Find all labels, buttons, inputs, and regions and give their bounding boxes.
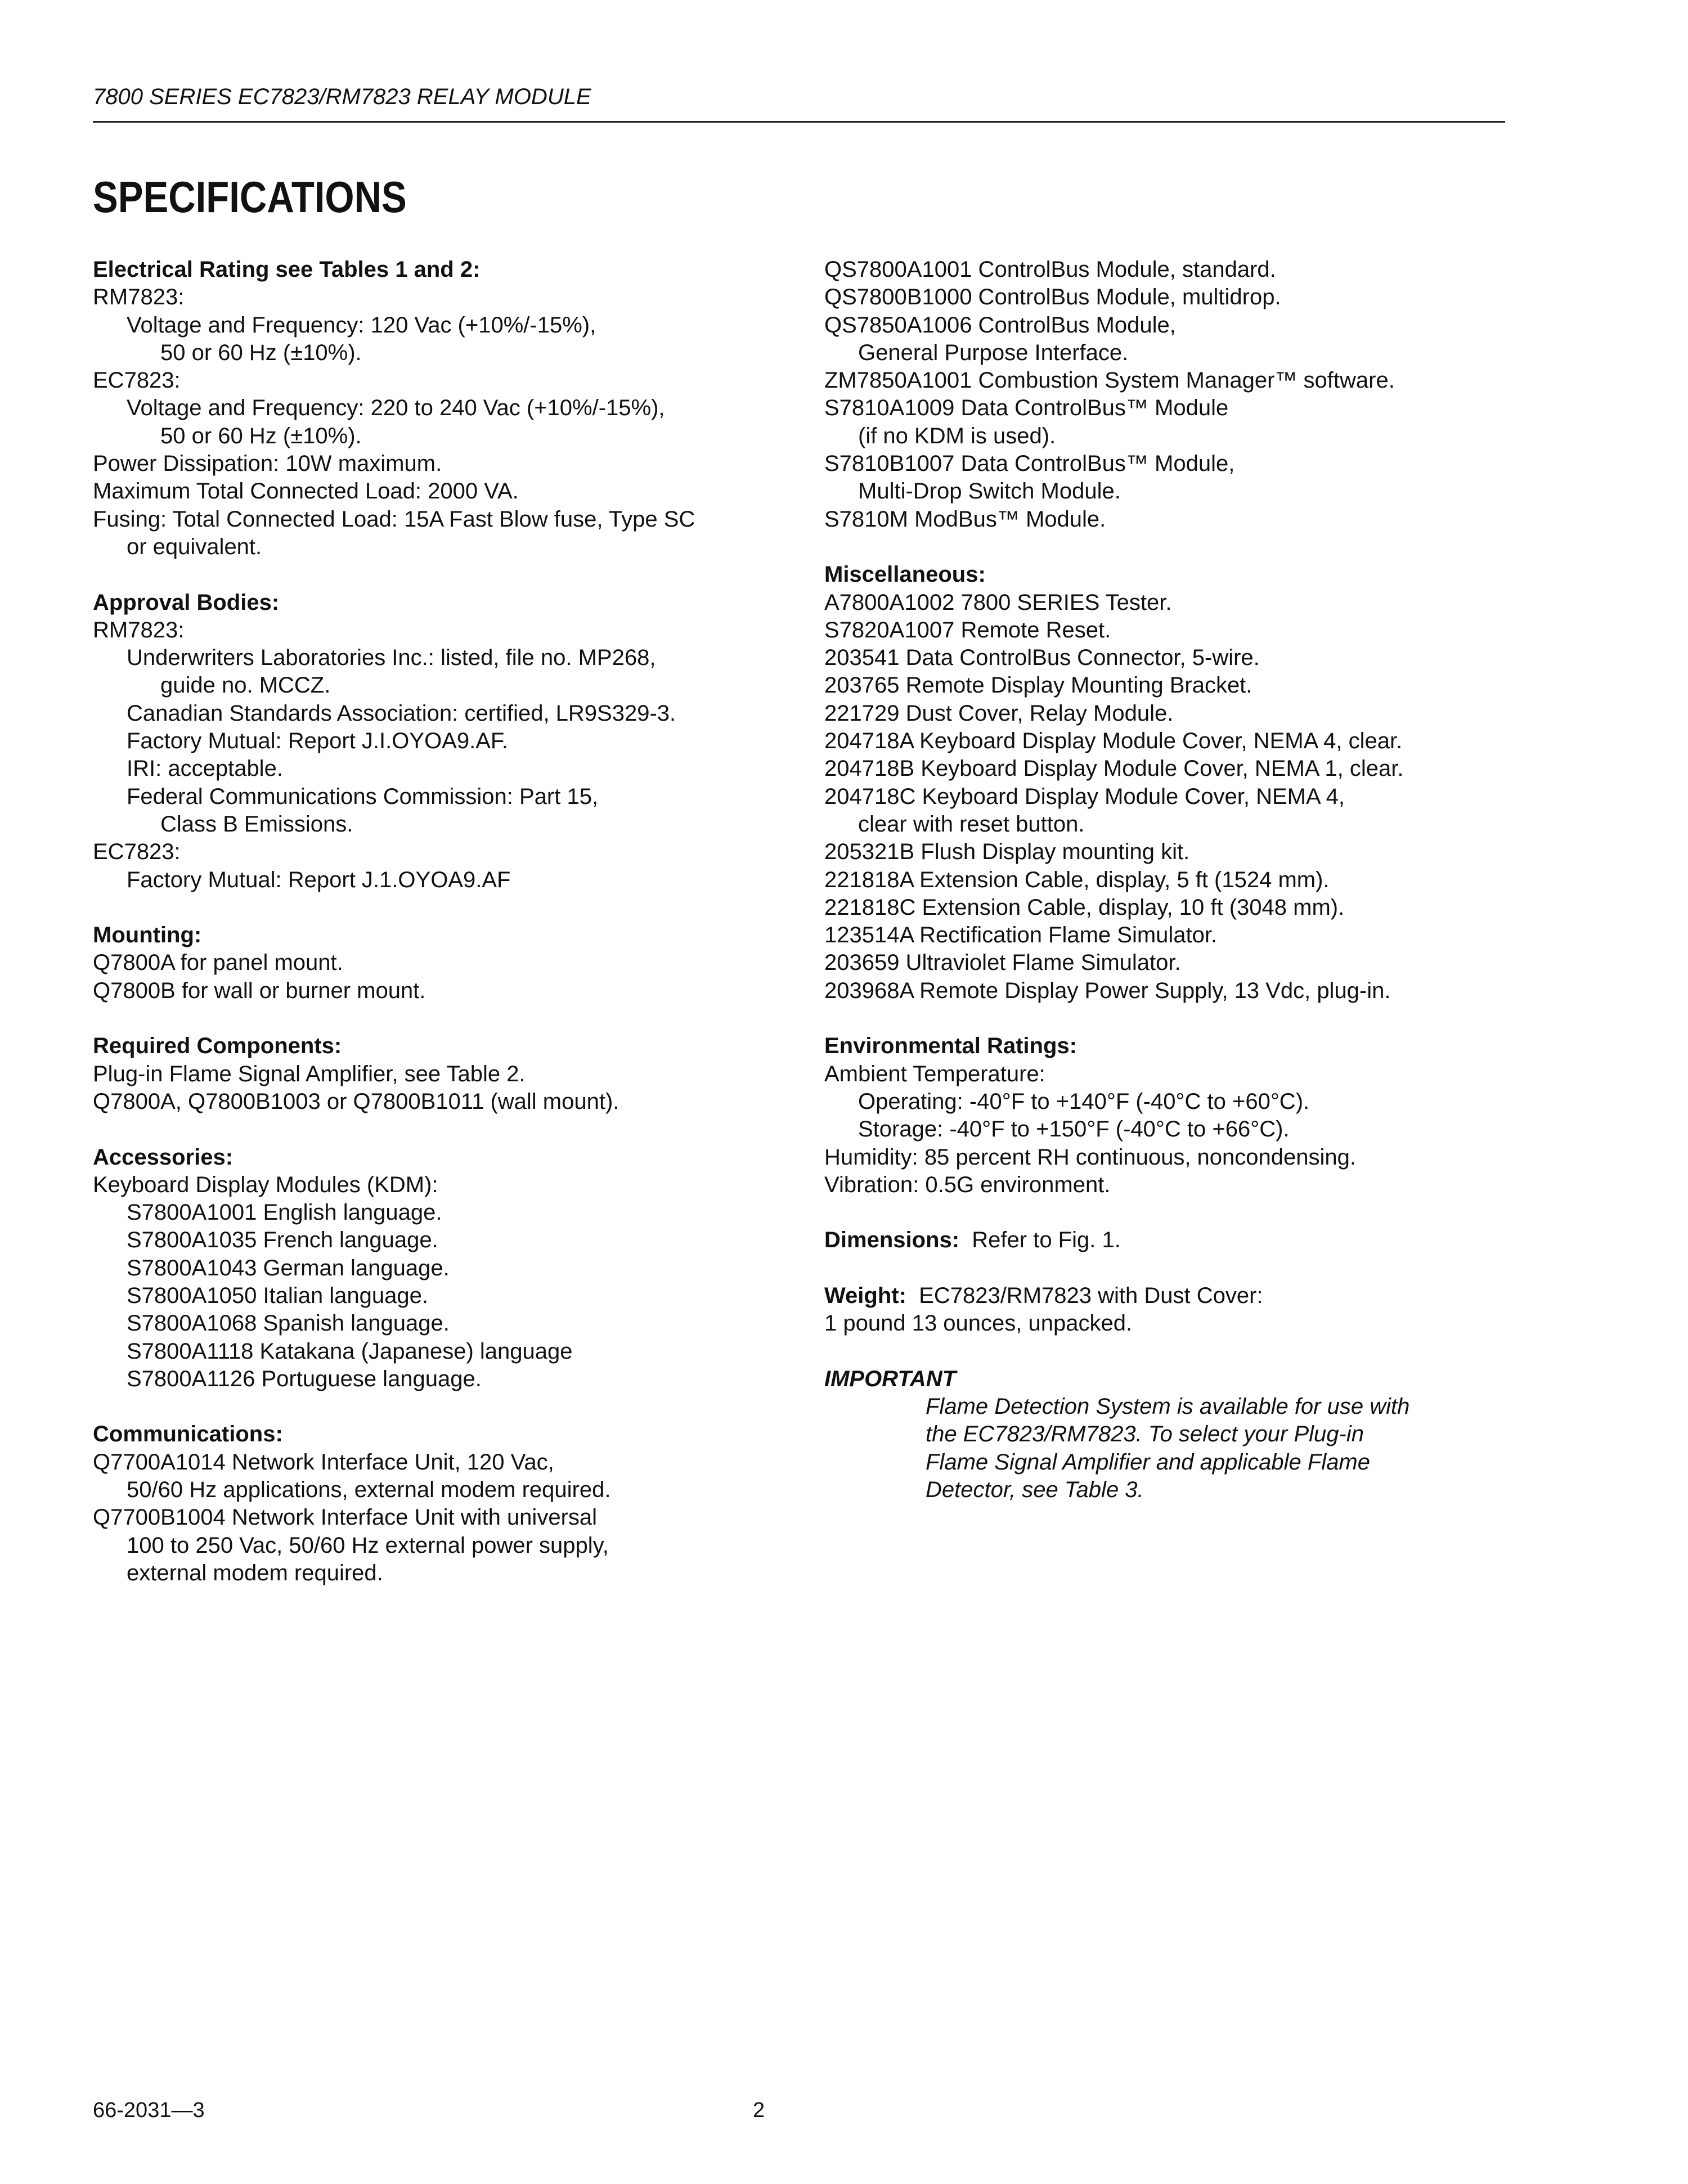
controlbus-section <box>824 256 1516 533</box>
spec-line: EC7823: <box>93 839 181 865</box>
spec-line: 221818A Extension Cable, display, 5 ft (1524 mm). <box>824 867 1330 892</box>
spec-line: 204718C Keyboard Display Module Cover, NEMA 4, <box>824 784 1345 809</box>
spec-line: 123514A Rectification Flame Simulator. <box>824 923 1218 948</box>
spec-line: Multi-Drop Switch Module. <box>858 479 1121 504</box>
spec-line: Q7700B1004 Network Interface Unit with universal <box>93 1505 598 1530</box>
spec-line: S7800A1126 Portuguese language. <box>127 1366 482 1391</box>
spec-line: S7800A1118 Katakana (Japanese) language <box>127 1338 573 1364</box>
spec-line: Class B Emissions. <box>160 811 353 837</box>
right-column <box>824 256 1516 1504</box>
spec-line: (if no KDM is used). <box>858 423 1056 448</box>
spec-line: S7800A1043 German language. <box>127 1255 450 1280</box>
mounting-section <box>93 922 830 1005</box>
accessories-section <box>93 1144 830 1394</box>
spec-line: Q7800B for wall or burner mount. <box>93 978 426 1003</box>
spec-line: Power Dissipation: 10W maximum. <box>93 451 442 477</box>
section-heading: Communications: <box>93 1422 283 1447</box>
left-column <box>93 256 830 1587</box>
spec-line: QS7850A1006 ControlBus Module, <box>824 312 1176 338</box>
weight-label: Weight: <box>824 1283 906 1308</box>
running-header: 7800 SERIES EC7823/RM7823 RELAY MODULE <box>93 84 591 109</box>
spec-line: 50/60 Hz applications, external modem required. <box>127 1477 611 1503</box>
important-note <box>824 1365 1516 1504</box>
environmental-ratings-section <box>824 1032 1516 1199</box>
approval-bodies-section <box>93 589 830 894</box>
section-heading: Environmental Ratings: <box>824 1033 1077 1059</box>
footer-doc-number: 66-2031—3 <box>93 2098 205 2122</box>
spec-line: Plug-in Flame Signal Amplifier, see Table 2. <box>93 1061 526 1086</box>
communications-section <box>93 1421 830 1587</box>
spec-line: Q7700A1014 Network Interface Unit, 120 Vac, <box>93 1449 554 1475</box>
spec-line: external modem required. <box>127 1560 383 1585</box>
spec-line: 203968A Remote Display Power Supply, 13 Vdc, plug-in. <box>824 978 1391 1003</box>
spec-line: Maximum Total Connected Load: 2000 VA. <box>93 479 519 504</box>
important-line: Flame Detection System is available for use with <box>926 1394 1410 1419</box>
miscellaneous-section <box>824 561 1516 1005</box>
spec-line <box>824 1226 1516 1254</box>
spec-line: 50 or 60 Hz (±10%). <box>160 340 362 365</box>
spec-line: S7800A1001 English language. <box>127 1200 442 1225</box>
spec-line: S7800A1050 Italian language. <box>127 1283 429 1308</box>
spec-line: Operating: -40°F to +140°F (-40°C to +60°C). <box>858 1089 1310 1114</box>
spec-line: EC7823: <box>93 368 181 393</box>
spec-line: QS7800A1001 ControlBus Module, standard. <box>824 257 1276 282</box>
dimensions-label: Dimensions: <box>824 1228 960 1253</box>
electrical-rating-section <box>93 256 830 561</box>
spec-line: guide no. MCCZ. <box>160 673 331 698</box>
spec-line: Ambient Temperature: <box>824 1061 1045 1086</box>
page-title: SPECIFICATIONS <box>93 172 407 222</box>
spec-line: 203541 Data ControlBus Connector, 5-wire. <box>824 645 1260 671</box>
spec-line: 204718A Keyboard Display Module Cover, NEMA 4, clear. <box>824 729 1403 754</box>
spec-line: ZM7850A1001 Combustion System Manager™ software. <box>824 368 1395 393</box>
spec-line: Storage: -40°F to +150°F (-40°C to +66°C). <box>858 1117 1290 1142</box>
spec-line: 205321B Flush Display mounting kit. <box>824 839 1190 865</box>
spec-line: or equivalent. <box>127 534 262 559</box>
spec-line: S7800A1068 Spanish language. <box>127 1311 450 1336</box>
important-line: Detector, see Table 3. <box>926 1477 1144 1503</box>
footer-page-number: 2 <box>753 2098 765 2122</box>
spec-line: S7810M ModBus™ Module. <box>824 506 1106 532</box>
header-rule <box>93 121 1505 123</box>
spec-line: Keyboard Display Modules (KDM): <box>93 1172 438 1197</box>
section-heading: Electrical Rating see Tables 1 and 2: <box>93 257 481 282</box>
section-heading: Required Components: <box>93 1033 342 1059</box>
spec-line: Vibration: 0.5G environment. <box>824 1172 1111 1197</box>
spec-line: Voltage and Frequency: 220 to 240 Vac (+10%/-15%), <box>127 396 665 421</box>
spec-line: 221729 Dust Cover, Relay Module. <box>824 700 1174 726</box>
important-label: IMPORTANT <box>824 1366 957 1391</box>
spec-line: Canadian Standards Association: certified, LR9S329-3. <box>127 700 676 726</box>
spec-line: Factory Mutual: Report J.I.OYOA9.AF. <box>127 729 509 754</box>
spec-line: S7810B1007 Data ControlBus™ Module, <box>824 451 1235 477</box>
dimensions-section <box>824 1226 1516 1254</box>
section-heading: Mounting: <box>93 923 202 948</box>
dimensions-text: Refer to Fig. 1. <box>972 1228 1121 1253</box>
spec-line: Voltage and Frequency: 120 Vac (+10%/-15%), <box>127 312 596 338</box>
spec-line: S7810A1009 Data ControlBus™ Module <box>824 396 1229 421</box>
section-heading: Approval Bodies: <box>93 590 280 615</box>
spec-line: 100 to 250 Vac, 50/60 Hz external power supply, <box>127 1533 609 1558</box>
important-line: the EC7823/RM7823. To select your Plug-in <box>926 1422 1364 1447</box>
spec-line: Fusing: Total Connected Load: 15A Fast Blow fuse, Type SC <box>93 506 695 532</box>
spec-line: 221818C Extension Cable, display, 10 ft (3048 mm). <box>824 895 1345 920</box>
spec-line: Q7800A, Q7800B1003 or Q7800B1011 (wall mount). <box>93 1089 619 1114</box>
spec-line: 204718B Keyboard Display Module Cover, NEMA 1, clear. <box>824 756 1404 781</box>
weight-section <box>824 1282 1516 1338</box>
spec-line: S7800A1035 French language. <box>127 1228 438 1253</box>
spec-line: S7820A1007 Remote Reset. <box>824 617 1111 642</box>
important-line: Flame Signal Amplifier and applicable Flame <box>926 1449 1370 1475</box>
spec-line: 50 or 60 Hz (±10%). <box>160 423 362 448</box>
spec-line: clear with reset button. <box>858 811 1085 837</box>
spec-line: QS7800B1000 ControlBus Module, multidrop. <box>824 285 1281 310</box>
weight-text: EC7823/RM7823 with Dust Cover: <box>919 1283 1263 1308</box>
spec-line: Underwriters Laboratories Inc.: listed, file no. MP268, <box>127 645 656 671</box>
spec-line: Humidity: 85 percent RH continuous, noncondensing. <box>824 1144 1356 1170</box>
section-heading: Miscellaneous: <box>824 562 986 587</box>
spec-line: RM7823: <box>93 285 185 310</box>
section-heading: Accessories: <box>93 1144 234 1170</box>
spec-line: Federal Communications Commission: Part 15, <box>127 784 599 809</box>
spec-line: Factory Mutual: Report J.1.OYOA9.AF <box>127 867 511 892</box>
spec-line: Q7800A for panel mount. <box>93 950 343 976</box>
spec-line: 1 pound 13 ounces, unpacked. <box>824 1311 1133 1336</box>
spec-line: IRI: acceptable. <box>127 756 283 781</box>
spec-line: A7800A1002 7800 SERIES Tester. <box>824 590 1172 615</box>
required-components-section <box>93 1032 830 1116</box>
spec-line: 203765 Remote Display Mounting Bracket. <box>824 673 1252 698</box>
spec-line <box>824 1282 1516 1310</box>
spec-line: RM7823: <box>93 617 185 642</box>
spec-line: 203659 Ultraviolet Flame Simulator. <box>824 950 1181 976</box>
spec-line: General Purpose Interface. <box>858 340 1129 365</box>
